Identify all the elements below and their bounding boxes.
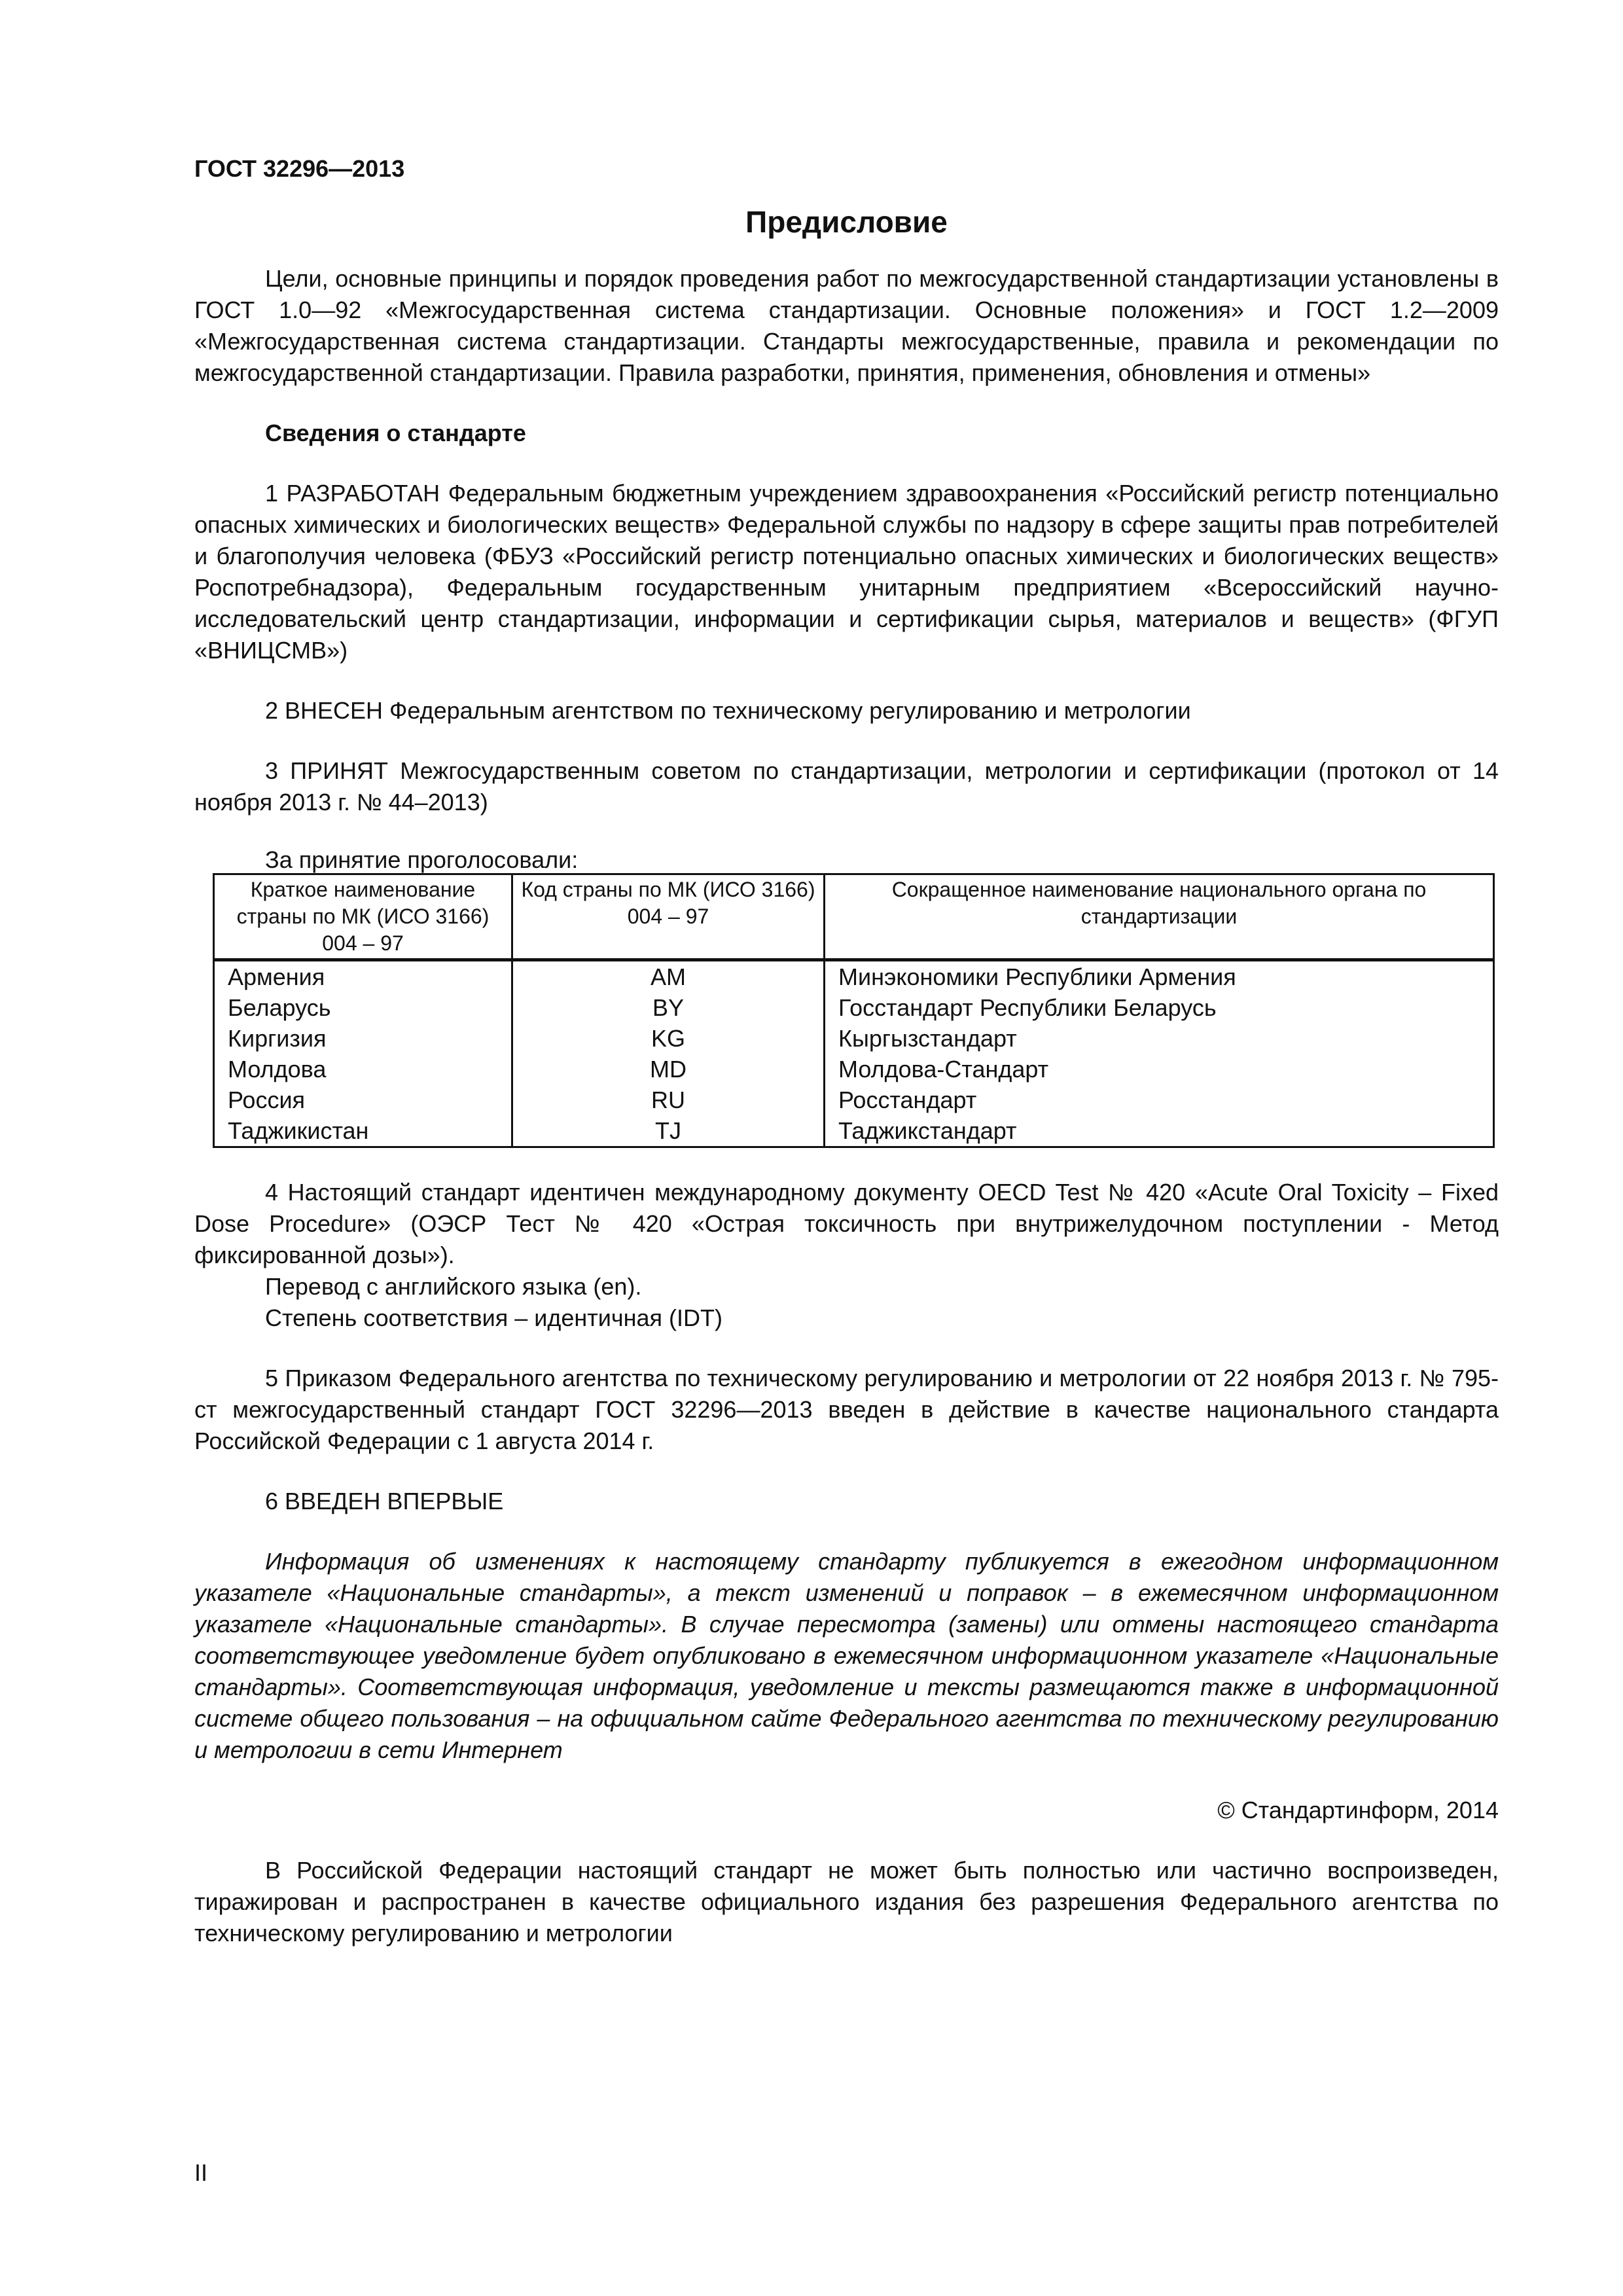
country-cell: Таджикистан — [214, 1115, 512, 1147]
country-cell: Беларусь — [214, 992, 512, 1023]
copyright-line: © Стандартинформ, 2014 — [1217, 1797, 1499, 1823]
country-cell: Армения — [214, 960, 512, 993]
votes-table — [213, 873, 1495, 1148]
document-id: ГОСТ 32296—2013 — [194, 155, 405, 182]
item-conformity: Степень соответствия – идентичная (IDT) — [265, 1304, 723, 1331]
column-header-authority: Сокращенное наименование национального органа по стандартизации — [825, 874, 1494, 960]
reproduction-notice: В Российской Федерации настоящий стандарт не может быть полностью или частично воспроизведен, тиражирован и распространен в качестве официального издания без разрешения Федерального агентства по техническому регулированию и метрологии — [194, 1857, 1499, 1946]
code-cell: MD — [512, 1054, 825, 1085]
table-row — [214, 960, 1494, 993]
document-body — [194, 263, 1499, 1949]
page-number: II — [194, 2159, 208, 2186]
code-cell: TJ — [512, 1115, 825, 1147]
item-first-time: 6 ВВЕДЕН ВПЕРВЫЕ — [265, 1488, 504, 1515]
authority-cell: Молдова-Стандарт — [825, 1054, 1494, 1085]
authority-cell: Минэкономики Республики Армения — [825, 960, 1494, 993]
page-title: Предисловие — [745, 205, 948, 239]
table-row — [214, 1115, 1494, 1147]
country-cell: Киргизия — [214, 1023, 512, 1054]
preface-paragraph: Цели, основные принципы и порядок проведения работ по межгосударственной стандартизации установлены в ГОСТ 1.0—92 «Межгосударственная система стандартизации. Основные положения» и ГОСТ 1.2—2009 «Межгосударственная система стандартизации. Стандарты межгосударственные, правила и рекомендации по межгосударственной стандартизации. Правила разработки, принятия, применения, обновления и отмены» — [194, 265, 1499, 386]
document-page — [194, 0, 1499, 2296]
authority-cell: Таджикстандарт — [825, 1115, 1494, 1147]
table-row — [214, 992, 1494, 1023]
table-row — [214, 1085, 1494, 1115]
authority-cell: Госстандарт Республики Беларусь — [825, 992, 1494, 1023]
authority-cell: Кыргызстандарт — [825, 1023, 1494, 1054]
item-order: 5 Приказом Федерального агентства по техническому регулированию и метрологии от 22 ноября 2013 г. № 795-ст межгосударственный стандарт ГОСТ 32296—2013 введен в действие в качестве национального стандарта Российской Федерации с 1 августа 2014 г. — [194, 1365, 1499, 1454]
authority-cell: Росстандарт — [825, 1085, 1494, 1115]
item-developed: 1 РАЗРАБОТАН Федеральным бюджетным учреждением здравоохранения «Российский регистр потенциально опасных химических и биологических веществ» Федеральной службы по надзору в сфере защиты прав потребителей и благополучия человека (ФБУЗ «Российский регистр потенциально опасных химических и биологических веществ» Роспотребнадзора), Федеральным государственным унитарным предприятием «Всероссийский научно-исследовательский центр стандартизации, информации и сертификации сырья, материалов и веществ» (ФГУП «ВНИЦСМВ») — [194, 480, 1499, 664]
code-cell: RU — [512, 1085, 825, 1115]
column-header-country: Краткое наименование страны по МК (ИСО 3166) 004 – 97 — [214, 874, 512, 960]
table-header-row — [214, 874, 1494, 960]
item-submitted: 2 ВНЕСЕН Федеральным агентством по техническому регулированию и метрологии — [265, 697, 1191, 724]
column-header-code: Код страны по МК (ИСО 3166) 004 – 97 — [512, 874, 825, 960]
table-row — [214, 1023, 1494, 1054]
item-translation: Перевод с английского языка (en). — [265, 1273, 642, 1300]
votes-intro: За принятие проголосовали: — [265, 846, 579, 873]
info-heading: Сведения о стандарте — [265, 420, 526, 446]
changes-info-paragraph: Информация об изменениях к настоящему стандарту публикуется в ежегодном информационном указателе «Национальные стандарты», а текст изменений и поправок – в ежемесячном информационном указателе «Национальные стандарты». В случае пересмотра (замены) или отмены настоящего стандарта соответствующее уведомление будет опубликовано в ежемесячном информационном указателе «Национальные стандарты». Соответствующая информация, уведомление и тексты размещаются также в информационной системе общего пользования – на официальном сайте Федерального агентства по техническому регулированию и метрологии в сети Интернет — [194, 1548, 1499, 1763]
country-cell: Молдова — [214, 1054, 512, 1085]
item-adopted: 3 ПРИНЯТ Межгосударственным советом по стандартизации, метрологии и сертификации (протокол от 14 ноября 2013 г. № 44–2013) — [194, 757, 1499, 816]
code-cell: AM — [512, 960, 825, 993]
code-cell: KG — [512, 1023, 825, 1054]
item-identical: 4 Настоящий стандарт идентичен международному документу OECD Test № 420 «Acute Oral Toxicity – Fixed Dose Procedure» (ОЭСР Тест № 420 «Острая токсичность при внутрижелудочном поступлении - Метод фиксированной дозы»). — [194, 1179, 1499, 1268]
code-cell: BY — [512, 992, 825, 1023]
country-cell: Россия — [214, 1085, 512, 1115]
table-row — [214, 1054, 1494, 1085]
